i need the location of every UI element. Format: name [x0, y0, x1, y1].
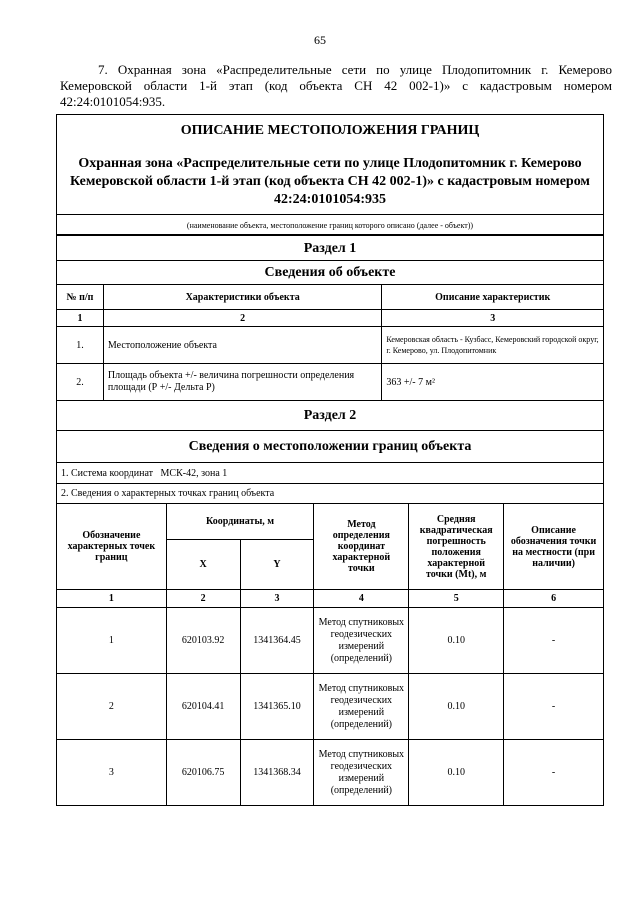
- header-method: Метод определения координат характерной точки: [314, 504, 409, 590]
- point-mt: 0.10: [409, 740, 504, 806]
- point-method: Метод спутниковых геодезических измерений (определений): [314, 740, 409, 806]
- header-x: X: [166, 540, 240, 590]
- row-characteristic: Площадь объекта +/- величина погрешности определения площади (Р +/- Дельта Р): [103, 364, 381, 401]
- point-y: 1341368.34: [240, 740, 314, 806]
- point-id: 2: [57, 674, 167, 740]
- section2-title: Раздел 2: [303, 408, 357, 423]
- table-row: [57, 740, 604, 806]
- row-description: 363 +/- 7 м²: [382, 364, 604, 401]
- caption-row: [56, 214, 604, 235]
- object-caption: (наименование объекта, местоположение границ которого описано (далее - объект)): [186, 221, 474, 230]
- row-characteristic: Местоположение объекта: [103, 327, 381, 364]
- section1-subtitle-row: [56, 260, 604, 285]
- row-number: 1.: [57, 327, 104, 364]
- point-description: -: [504, 740, 604, 806]
- object-name: Охранная зона «Распределительные сети по улице Плодопитомник г. Кемерово Кемеровской области 1-й этап (код объекта СН 42 002-1)» с кадастровым номером 42:24:0101054:935: [70, 156, 590, 207]
- object-info-table: [56, 284, 604, 401]
- points-caption: 2. Сведения о характерных точках границ объекта: [61, 488, 275, 499]
- coordinate-system-row: [56, 462, 604, 484]
- header-error: Средняя квадратическая погрешность положения характерной точки (Мt), м: [409, 504, 504, 590]
- point-description: -: [504, 608, 604, 674]
- col-number: 2: [166, 590, 240, 608]
- section1-title-row: [56, 235, 604, 261]
- intro-paragraph: 7. Охранная зона «Распределительные сети по улице Плодопитомник г. Кемерово Кемеровской области 1-й этап (код объекта СН 42 002-1)» с кадастровым номером 42:24:0101054:935.: [60, 62, 612, 109]
- header-point-description: Описание обозначения точки на местности (при наличии): [504, 504, 604, 590]
- col-number: 1: [57, 590, 167, 608]
- col-header-num: № п/п: [57, 285, 104, 310]
- point-x: 620106.75: [166, 740, 240, 806]
- section1-title: Раздел 1: [303, 241, 357, 256]
- point-id: 3: [57, 740, 167, 806]
- col-number: 5: [409, 590, 504, 608]
- row-number: 2.: [57, 364, 104, 401]
- point-y: 1341365.10: [240, 674, 314, 740]
- col-header-characteristic: Характеристики объекта: [103, 285, 381, 310]
- col-number: 6: [504, 590, 604, 608]
- points-caption-row: [56, 483, 604, 504]
- point-y: 1341364.45: [240, 608, 314, 674]
- section2-title-row: [56, 400, 604, 431]
- coordinate-system: 1. Система координат МСК-42, зона 1: [61, 468, 228, 479]
- point-description: -: [504, 674, 604, 740]
- col-number: 3: [382, 310, 604, 327]
- page-number: 65: [314, 33, 326, 47]
- section2-subtitle-row: [56, 430, 604, 463]
- table-row: [57, 674, 604, 740]
- table-row: [57, 364, 604, 401]
- col-number: 2: [103, 310, 381, 327]
- header-coordinates: Координаты, м: [166, 504, 314, 540]
- table-row: [57, 608, 604, 674]
- table-row: [57, 327, 604, 364]
- point-x: 620104.41: [166, 674, 240, 740]
- point-x: 620103.92: [166, 608, 240, 674]
- point-method: Метод спутниковых геодезических измерений (определений): [314, 608, 409, 674]
- section1-subtitle: Сведения об объекте: [264, 265, 396, 280]
- document-title: ОПИСАНИЕ МЕСТОПОЛОЖЕНИЯ ГРАНИЦ: [180, 123, 480, 138]
- boundary-points-table: [56, 503, 604, 806]
- point-method: Метод спутниковых геодезических измерений (определений): [314, 674, 409, 740]
- point-mt: 0.10: [409, 674, 504, 740]
- col-number: 4: [314, 590, 409, 608]
- row-description: Кемеровская область - Кузбасс, Кемеровский городской округ, г. Кемерово, ул. Плодопитомник: [382, 327, 604, 364]
- point-id: 1: [57, 608, 167, 674]
- header-block: [56, 114, 604, 215]
- col-header-description: Описание характеристик: [382, 285, 604, 310]
- header-y: Y: [240, 540, 314, 590]
- col-number: 1: [57, 310, 104, 327]
- header-designation: Обозначение характерных точек границ: [57, 504, 167, 590]
- section2-subtitle: Сведения о местоположении границ объекта: [188, 439, 472, 454]
- point-mt: 0.10: [409, 608, 504, 674]
- col-number: 3: [240, 590, 314, 608]
